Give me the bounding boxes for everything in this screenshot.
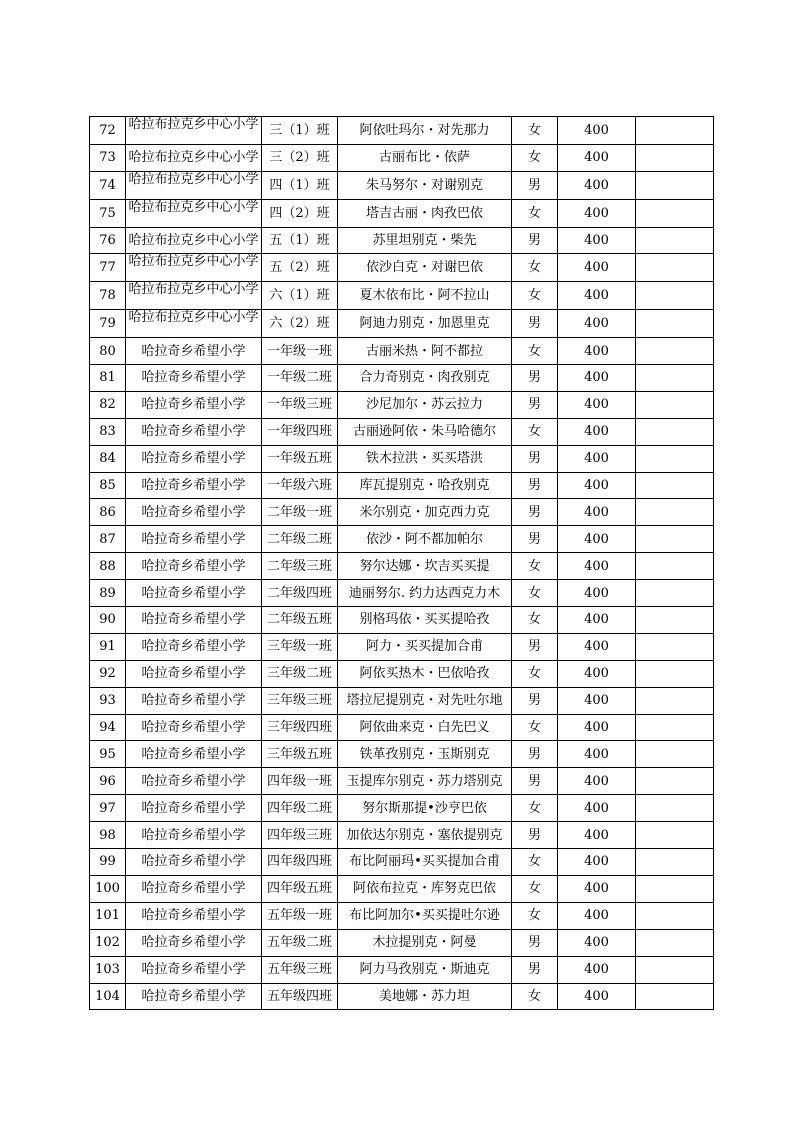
note-cell xyxy=(636,472,714,499)
row-number-cell: 85 xyxy=(90,472,126,499)
row-number-cell: 99 xyxy=(90,849,126,876)
student-name-cell: 铁革孜别克・玉斯别克 xyxy=(338,741,512,768)
school-cell: 哈拉奇乡希望小学 xyxy=(126,795,262,822)
school-cell: 哈拉布拉克乡中心小学 xyxy=(126,117,262,145)
school-cell: 哈拉奇乡希望小学 xyxy=(126,365,262,392)
school-cell: 哈拉布拉克乡中心小学 xyxy=(126,254,262,282)
table-row xyxy=(90,365,714,392)
row-number-cell: 82 xyxy=(90,391,126,418)
amount-cell: 400 xyxy=(558,282,636,310)
row-number-cell: 78 xyxy=(90,282,126,310)
student-name-cell: 依沙・阿不都加帕尔 xyxy=(338,526,512,553)
class-cell: 六（1）班 xyxy=(262,282,338,310)
table-row xyxy=(90,472,714,499)
table-row xyxy=(90,526,714,553)
student-name-cell: 阿依吐玛尔・对先那力 xyxy=(338,117,512,145)
table-body xyxy=(90,117,714,1010)
gender-cell: 男 xyxy=(512,472,558,499)
table-row xyxy=(90,418,714,445)
class-cell: 五年级三班 xyxy=(262,956,338,983)
row-number-cell: 84 xyxy=(90,445,126,472)
note-cell xyxy=(636,875,714,902)
student-name-cell: 古丽米热・阿不都拉 xyxy=(338,338,512,365)
row-number-cell: 98 xyxy=(90,822,126,849)
note-cell xyxy=(636,526,714,553)
table-row xyxy=(90,338,714,365)
gender-cell: 男 xyxy=(512,391,558,418)
row-number-cell: 87 xyxy=(90,526,126,553)
gender-cell: 女 xyxy=(512,849,558,876)
gender-cell: 男 xyxy=(512,445,558,472)
amount-cell: 400 xyxy=(558,227,636,254)
gender-cell: 女 xyxy=(512,254,558,282)
class-cell: 四年级二班 xyxy=(262,795,338,822)
school-cell: 哈拉奇乡希望小学 xyxy=(126,849,262,876)
school-cell: 哈拉奇乡希望小学 xyxy=(126,714,262,741)
note-cell xyxy=(636,741,714,768)
student-subsidy-table xyxy=(89,116,714,1010)
table-row xyxy=(90,445,714,472)
class-cell: 三年级一班 xyxy=(262,633,338,660)
class-cell: 二年级五班 xyxy=(262,607,338,634)
gender-cell: 女 xyxy=(512,580,558,607)
student-name-cell: 阿迪力别克・加恩里克 xyxy=(338,310,512,338)
school-cell: 哈拉布拉克乡中心小学 xyxy=(126,282,262,310)
table-row xyxy=(90,687,714,714)
gender-cell: 男 xyxy=(512,499,558,526)
note-cell xyxy=(636,199,714,227)
note-cell xyxy=(636,365,714,392)
student-name-cell: 努尔斯那提•沙亨巴依 xyxy=(338,795,512,822)
student-name-cell: 古丽逊阿依・朱马哈德尔 xyxy=(338,418,512,445)
table-row xyxy=(90,553,714,580)
student-name-cell: 阿依买热木・巴依哈孜 xyxy=(338,660,512,687)
amount-cell: 400 xyxy=(558,445,636,472)
amount-cell: 400 xyxy=(558,687,636,714)
note-cell xyxy=(636,795,714,822)
note-cell xyxy=(636,956,714,983)
class-cell: 一年级一班 xyxy=(262,338,338,365)
row-number-cell: 95 xyxy=(90,741,126,768)
school-cell: 哈拉布拉克乡中心小学 xyxy=(126,199,262,227)
amount-cell: 400 xyxy=(558,768,636,795)
note-cell xyxy=(636,553,714,580)
row-number-cell: 101 xyxy=(90,902,126,929)
student-name-cell: 米尔别克・加克西力克 xyxy=(338,499,512,526)
class-cell: 一年级五班 xyxy=(262,445,338,472)
note-cell xyxy=(636,499,714,526)
student-name-cell: 塔拉尼提别克・对先吐尔地 xyxy=(338,687,512,714)
class-cell: 四年级五班 xyxy=(262,875,338,902)
school-cell: 哈拉奇乡希望小学 xyxy=(126,741,262,768)
gender-cell: 女 xyxy=(512,660,558,687)
amount-cell: 400 xyxy=(558,822,636,849)
table-row xyxy=(90,768,714,795)
table-row xyxy=(90,580,714,607)
table-row xyxy=(90,660,714,687)
amount-cell: 400 xyxy=(558,472,636,499)
gender-cell: 女 xyxy=(512,714,558,741)
gender-cell: 女 xyxy=(512,418,558,445)
school-cell: 哈拉奇乡希望小学 xyxy=(126,418,262,445)
gender-cell: 男 xyxy=(512,687,558,714)
gender-cell: 男 xyxy=(512,929,558,956)
row-number-cell: 93 xyxy=(90,687,126,714)
gender-cell: 女 xyxy=(512,795,558,822)
table-row xyxy=(90,983,714,1010)
note-cell xyxy=(636,929,714,956)
amount-cell: 400 xyxy=(558,117,636,145)
note-cell xyxy=(636,310,714,338)
school-cell: 哈拉奇乡希望小学 xyxy=(126,553,262,580)
note-cell xyxy=(636,282,714,310)
student-name-cell: 阿力・买买提加合甫 xyxy=(338,633,512,660)
row-number-cell: 83 xyxy=(90,418,126,445)
note-cell xyxy=(636,171,714,199)
school-cell: 哈拉奇乡希望小学 xyxy=(126,822,262,849)
gender-cell: 男 xyxy=(512,822,558,849)
gender-cell: 女 xyxy=(512,117,558,145)
amount-cell: 400 xyxy=(558,607,636,634)
note-cell xyxy=(636,822,714,849)
table-row xyxy=(90,956,714,983)
student-name-cell: 美地娜・苏力坦 xyxy=(338,983,512,1010)
school-cell: 哈拉奇乡希望小学 xyxy=(126,875,262,902)
class-cell: 三（1）班 xyxy=(262,117,338,145)
table-row xyxy=(90,117,714,145)
table-row xyxy=(90,929,714,956)
class-cell: 五年级二班 xyxy=(262,929,338,956)
student-name-cell: 阿依曲来克・白先巴义 xyxy=(338,714,512,741)
gender-cell: 男 xyxy=(512,633,558,660)
class-cell: 四年级三班 xyxy=(262,822,338,849)
student-name-cell: 加依达尔别克・塞依提别克 xyxy=(338,822,512,849)
class-cell: 二年级二班 xyxy=(262,526,338,553)
school-cell: 哈拉奇乡希望小学 xyxy=(126,338,262,365)
gender-cell: 男 xyxy=(512,741,558,768)
amount-cell: 400 xyxy=(558,741,636,768)
student-name-cell: 阿力马孜别克・斯迪克 xyxy=(338,956,512,983)
note-cell xyxy=(636,849,714,876)
gender-cell: 女 xyxy=(512,144,558,171)
school-cell: 哈拉奇乡希望小学 xyxy=(126,580,262,607)
row-number-cell: 79 xyxy=(90,310,126,338)
row-number-cell: 90 xyxy=(90,607,126,634)
note-cell xyxy=(636,687,714,714)
amount-cell: 400 xyxy=(558,391,636,418)
gender-cell: 男 xyxy=(512,227,558,254)
amount-cell: 400 xyxy=(558,365,636,392)
note-cell xyxy=(636,227,714,254)
gender-cell: 女 xyxy=(512,902,558,929)
amount-cell: 400 xyxy=(558,875,636,902)
note-cell xyxy=(636,902,714,929)
class-cell: 一年级二班 xyxy=(262,365,338,392)
student-name-cell: 铁木拉洪・买买塔洪 xyxy=(338,445,512,472)
row-number-cell: 77 xyxy=(90,254,126,282)
gender-cell: 女 xyxy=(512,199,558,227)
class-cell: 三年级三班 xyxy=(262,687,338,714)
table-row xyxy=(90,633,714,660)
gender-cell: 男 xyxy=(512,768,558,795)
table-row xyxy=(90,741,714,768)
amount-cell: 400 xyxy=(558,499,636,526)
class-cell: 五年级一班 xyxy=(262,902,338,929)
student-name-cell: 塔吉古丽・肉孜巴依 xyxy=(338,199,512,227)
amount-cell: 400 xyxy=(558,144,636,171)
row-number-cell: 80 xyxy=(90,338,126,365)
class-cell: 二年级三班 xyxy=(262,553,338,580)
row-number-cell: 97 xyxy=(90,795,126,822)
student-name-cell: 玉提库尔别克・苏力塔别克 xyxy=(338,768,512,795)
table-row xyxy=(90,310,714,338)
table-row xyxy=(90,849,714,876)
amount-cell: 400 xyxy=(558,199,636,227)
student-name-cell: 朱马努尔・对谢别克 xyxy=(338,171,512,199)
class-cell: 三（2）班 xyxy=(262,144,338,171)
amount-cell: 400 xyxy=(558,338,636,365)
student-name-cell: 别格玛依・买买提哈孜 xyxy=(338,607,512,634)
note-cell xyxy=(636,983,714,1010)
row-number-cell: 104 xyxy=(90,983,126,1010)
class-cell: 五（1）班 xyxy=(262,227,338,254)
class-cell: 二年级四班 xyxy=(262,580,338,607)
school-cell: 哈拉布拉克乡中心小学 xyxy=(126,144,262,171)
amount-cell: 400 xyxy=(558,849,636,876)
table-row xyxy=(90,282,714,310)
note-cell xyxy=(636,254,714,282)
note-cell xyxy=(636,391,714,418)
table-row xyxy=(90,714,714,741)
class-cell: 五年级四班 xyxy=(262,983,338,1010)
student-name-cell: 沙尼加尔・苏云拉力 xyxy=(338,391,512,418)
class-cell: 一年级六班 xyxy=(262,472,338,499)
school-cell: 哈拉奇乡希望小学 xyxy=(126,391,262,418)
note-cell xyxy=(636,445,714,472)
amount-cell: 400 xyxy=(558,553,636,580)
amount-cell: 400 xyxy=(558,526,636,553)
table-row xyxy=(90,227,714,254)
amount-cell: 400 xyxy=(558,254,636,282)
gender-cell: 男 xyxy=(512,365,558,392)
note-cell xyxy=(636,580,714,607)
school-cell: 哈拉布拉克乡中心小学 xyxy=(126,227,262,254)
amount-cell: 400 xyxy=(558,929,636,956)
row-number-cell: 91 xyxy=(90,633,126,660)
student-name-cell: 布比阿加尔•买买提吐尔逊 xyxy=(338,902,512,929)
student-name-cell: 合力奇别克・肉孜别克 xyxy=(338,365,512,392)
school-cell: 哈拉布拉克乡中心小学 xyxy=(126,171,262,199)
gender-cell: 女 xyxy=(512,875,558,902)
note-cell xyxy=(636,144,714,171)
row-number-cell: 89 xyxy=(90,580,126,607)
row-number-cell: 72 xyxy=(90,117,126,145)
student-name-cell: 布比阿丽玛•买买提加合甫 xyxy=(338,849,512,876)
note-cell xyxy=(636,607,714,634)
school-cell: 哈拉奇乡希望小学 xyxy=(126,902,262,929)
class-cell: 四年级一班 xyxy=(262,768,338,795)
row-number-cell: 75 xyxy=(90,199,126,227)
class-cell: 四（1）班 xyxy=(262,171,338,199)
amount-cell: 400 xyxy=(558,956,636,983)
row-number-cell: 92 xyxy=(90,660,126,687)
gender-cell: 女 xyxy=(512,983,558,1010)
student-name-cell: 迪丽努尔. 约力达西克力木 xyxy=(338,580,512,607)
table-row xyxy=(90,795,714,822)
note-cell xyxy=(636,117,714,145)
gender-cell: 女 xyxy=(512,553,558,580)
class-cell: 三年级四班 xyxy=(262,714,338,741)
class-cell: 六（2）班 xyxy=(262,310,338,338)
class-cell: 一年级四班 xyxy=(262,418,338,445)
row-number-cell: 100 xyxy=(90,875,126,902)
student-name-cell: 阿依布拉克・库努克巴依 xyxy=(338,875,512,902)
school-cell: 哈拉奇乡希望小学 xyxy=(126,472,262,499)
class-cell: 三年级五班 xyxy=(262,741,338,768)
student-name-cell: 木拉提别克・阿曼 xyxy=(338,929,512,956)
class-cell: 一年级三班 xyxy=(262,391,338,418)
class-cell: 四（2）班 xyxy=(262,199,338,227)
gender-cell: 女 xyxy=(512,282,558,310)
row-number-cell: 103 xyxy=(90,956,126,983)
row-number-cell: 86 xyxy=(90,499,126,526)
table-row xyxy=(90,822,714,849)
row-number-cell: 94 xyxy=(90,714,126,741)
gender-cell: 男 xyxy=(512,956,558,983)
amount-cell: 400 xyxy=(558,171,636,199)
note-cell xyxy=(636,418,714,445)
note-cell xyxy=(636,633,714,660)
amount-cell: 400 xyxy=(558,983,636,1010)
class-cell: 五（2）班 xyxy=(262,254,338,282)
school-cell: 哈拉奇乡希望小学 xyxy=(126,956,262,983)
amount-cell: 400 xyxy=(558,633,636,660)
school-cell: 哈拉奇乡希望小学 xyxy=(126,633,262,660)
school-cell: 哈拉布拉克乡中心小学 xyxy=(126,310,262,338)
table-row xyxy=(90,254,714,282)
amount-cell: 400 xyxy=(558,580,636,607)
student-name-cell: 夏木依布比・阿不拉山 xyxy=(338,282,512,310)
table-row xyxy=(90,199,714,227)
student-name-cell: 苏里坦别克・柴先 xyxy=(338,227,512,254)
gender-cell: 女 xyxy=(512,338,558,365)
class-cell: 三年级二班 xyxy=(262,660,338,687)
row-number-cell: 76 xyxy=(90,227,126,254)
student-name-cell: 努尔达娜・坎吉买买提 xyxy=(338,553,512,580)
student-name-cell: 古丽布比・依萨 xyxy=(338,144,512,171)
table-row xyxy=(90,391,714,418)
amount-cell: 400 xyxy=(558,310,636,338)
row-number-cell: 81 xyxy=(90,365,126,392)
school-cell: 哈拉奇乡希望小学 xyxy=(126,526,262,553)
amount-cell: 400 xyxy=(558,795,636,822)
row-number-cell: 73 xyxy=(90,144,126,171)
school-cell: 哈拉奇乡希望小学 xyxy=(126,607,262,634)
note-cell xyxy=(636,338,714,365)
note-cell xyxy=(636,768,714,795)
amount-cell: 400 xyxy=(558,660,636,687)
student-name-cell: 库瓦提别克・哈孜别克 xyxy=(338,472,512,499)
row-number-cell: 74 xyxy=(90,171,126,199)
school-cell: 哈拉奇乡希望小学 xyxy=(126,445,262,472)
row-number-cell: 96 xyxy=(90,768,126,795)
school-cell: 哈拉奇乡希望小学 xyxy=(126,499,262,526)
school-cell: 哈拉奇乡希望小学 xyxy=(126,687,262,714)
school-cell: 哈拉奇乡希望小学 xyxy=(126,983,262,1010)
table-row xyxy=(90,902,714,929)
amount-cell: 400 xyxy=(558,902,636,929)
school-cell: 哈拉奇乡希望小学 xyxy=(126,929,262,956)
student-name-cell: 依沙白克・对谢巴依 xyxy=(338,254,512,282)
table-row xyxy=(90,144,714,171)
row-number-cell: 102 xyxy=(90,929,126,956)
gender-cell: 男 xyxy=(512,171,558,199)
class-cell: 二年级一班 xyxy=(262,499,338,526)
table-row xyxy=(90,875,714,902)
school-cell: 哈拉奇乡希望小学 xyxy=(126,660,262,687)
table-row xyxy=(90,171,714,199)
note-cell xyxy=(636,714,714,741)
amount-cell: 400 xyxy=(558,714,636,741)
table-row xyxy=(90,499,714,526)
row-number-cell: 88 xyxy=(90,553,126,580)
gender-cell: 女 xyxy=(512,607,558,634)
table-row xyxy=(90,607,714,634)
gender-cell: 男 xyxy=(512,526,558,553)
class-cell: 四年级四班 xyxy=(262,849,338,876)
note-cell xyxy=(636,660,714,687)
amount-cell: 400 xyxy=(558,418,636,445)
school-cell: 哈拉奇乡希望小学 xyxy=(126,768,262,795)
gender-cell: 男 xyxy=(512,310,558,338)
